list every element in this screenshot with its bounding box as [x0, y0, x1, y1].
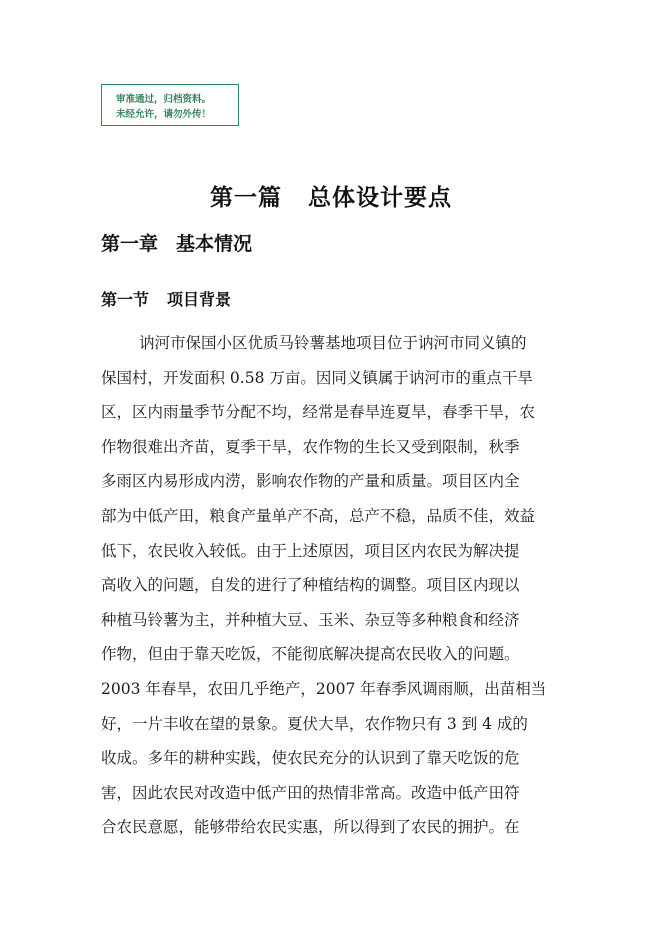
body-line: 好，一片丰收在望的景象。夏伏大旱，农作物只有 3 到 4 成的: [101, 714, 528, 733]
part-title: [0, 181, 662, 215]
chapter-title-text: 基本情况: [176, 233, 253, 255]
stamp-line-confidential: 未经允许，请勿外传！: [116, 109, 212, 120]
part-number: 第一篇: [210, 184, 282, 211]
body-line: 害，因此农民对改造中低产田的热情非常高。改造中低产田符: [101, 783, 520, 802]
body-line: 作物很难出齐苗，夏季干旱，农作物的生长又受到限制，秋季: [101, 437, 520, 456]
body-line: 种植马铃薯为主，并种植大豆、玉米、杂豆等多种粮食和经济: [101, 610, 520, 629]
section-title-text: 项目背景: [167, 290, 232, 309]
approval-stamp: [101, 84, 239, 126]
section-number: 第一节: [101, 290, 150, 309]
body-line: 多雨区内易形成内涝，影响农作物的产量和质量。项目区内全: [101, 472, 520, 491]
body-line: 合农民意愿，能够带给农民实惠，所以得到了农民的拥护。在: [101, 818, 520, 837]
stamp-line-approved: 审准通过，归档资料。: [116, 94, 212, 105]
section-title: [101, 286, 231, 314]
body-line: 部为中低产田，粮食产量单产不高，总产不稳，品质不佳，效益: [101, 506, 536, 525]
chapter-title: [101, 229, 252, 259]
body-line: 区，区内雨量季节分配不均，经常是春旱连夏旱，春季干旱，农: [101, 403, 536, 422]
part-title-text: 总体设计要点: [308, 184, 452, 211]
body-line: 收成。多年的耕种实践，使农民充分的认识到了靠天吃饭的危: [101, 749, 520, 768]
body-paragraph: [101, 326, 557, 845]
body-line: 讷河市保国小区优质马铃薯基地项目位于讷河市同义镇的: [139, 334, 527, 352]
body-line: 保国村，开发面积 0.58 万亩。因同义镇属于讷河市的重点干旱: [101, 368, 533, 387]
body-line: 2003 年春旱，农田几乎绝产，2007 年春季风调雨顺，出苗相当: [101, 679, 547, 698]
body-line: 低下，农民收入较低。由于上述原因，项目区内农民为解决提: [101, 541, 520, 560]
chapter-number: 第一章: [101, 233, 159, 255]
body-line: 作物，但由于靠天吃饭，不能彻底解决提高农民收入的问题。: [101, 645, 520, 664]
body-line: 高收入的问题，自发的进行了种植结构的调整。项目区内现以: [101, 576, 520, 595]
